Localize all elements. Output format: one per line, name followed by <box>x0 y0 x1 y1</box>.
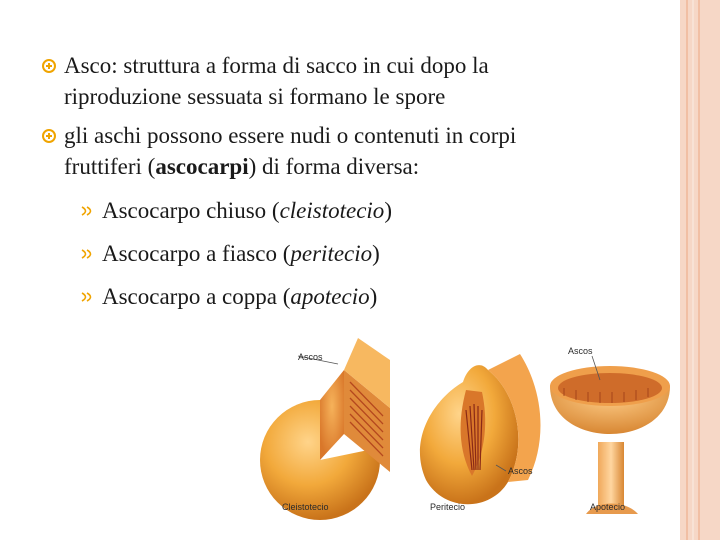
bullet-text-post: ) di forma diversa: <box>248 154 420 179</box>
caption-apotecio: Apotecio <box>590 502 626 512</box>
sub-bullet-close: ) <box>384 198 392 223</box>
ascocarp-illustration <box>258 330 688 540</box>
term-asco: Asco <box>64 53 112 78</box>
sub-bullet-marker-icon <box>80 205 96 217</box>
bullet-marker-icon <box>42 59 54 71</box>
sub-bullet-term: apotecio <box>290 284 370 309</box>
label-ascos-apotecio: Ascos <box>568 346 593 356</box>
sub-bullet-cleistotecio <box>80 196 392 226</box>
bullet-text: gli aschi possono essere nudi o contenuti in corpi <box>64 123 517 148</box>
bullet-text: : struttura a forma di sacco in cui dopo la <box>111 53 489 78</box>
caption-peritecio: Peritecio <box>430 502 466 512</box>
sub-bullet-marker-icon <box>80 248 96 260</box>
bullet-text-pre: fruttiferi ( <box>64 154 156 179</box>
bullet-aschi <box>42 120 642 182</box>
sub-bullet-text: Ascocarpo chiuso ( <box>102 198 280 223</box>
bullet-marker-icon <box>42 129 54 141</box>
apotecio-drawing <box>550 356 670 514</box>
sub-bullet-peritecio <box>80 239 380 269</box>
label-ascos-peritecio: Ascos <box>508 466 533 476</box>
sub-bullet-text: Ascocarpo a fiasco ( <box>102 241 291 266</box>
sub-bullet-term: cleistotecio <box>279 198 385 223</box>
caption-cleistotecio: Cleistotecio <box>282 502 329 512</box>
label-ascos-cleistotecio: Ascos <box>298 352 323 362</box>
sub-bullet-apotecio <box>80 282 377 312</box>
peritecio-drawing <box>420 354 541 504</box>
cleistotecio-drawing <box>260 338 390 520</box>
sub-bullet-text: Ascocarpo a coppa ( <box>102 284 291 309</box>
sub-bullet-close: ) <box>369 284 378 309</box>
sub-bullet-marker-icon <box>80 291 96 303</box>
sub-bullet-close: ) <box>372 241 380 266</box>
term-ascocarpi: ascocarpi <box>155 154 249 179</box>
sub-bullet-term: peritecio <box>290 241 373 266</box>
bullet-asco <box>42 50 642 112</box>
bullet-text-continued: riproduzione sessuata si formano le spore <box>64 84 446 109</box>
